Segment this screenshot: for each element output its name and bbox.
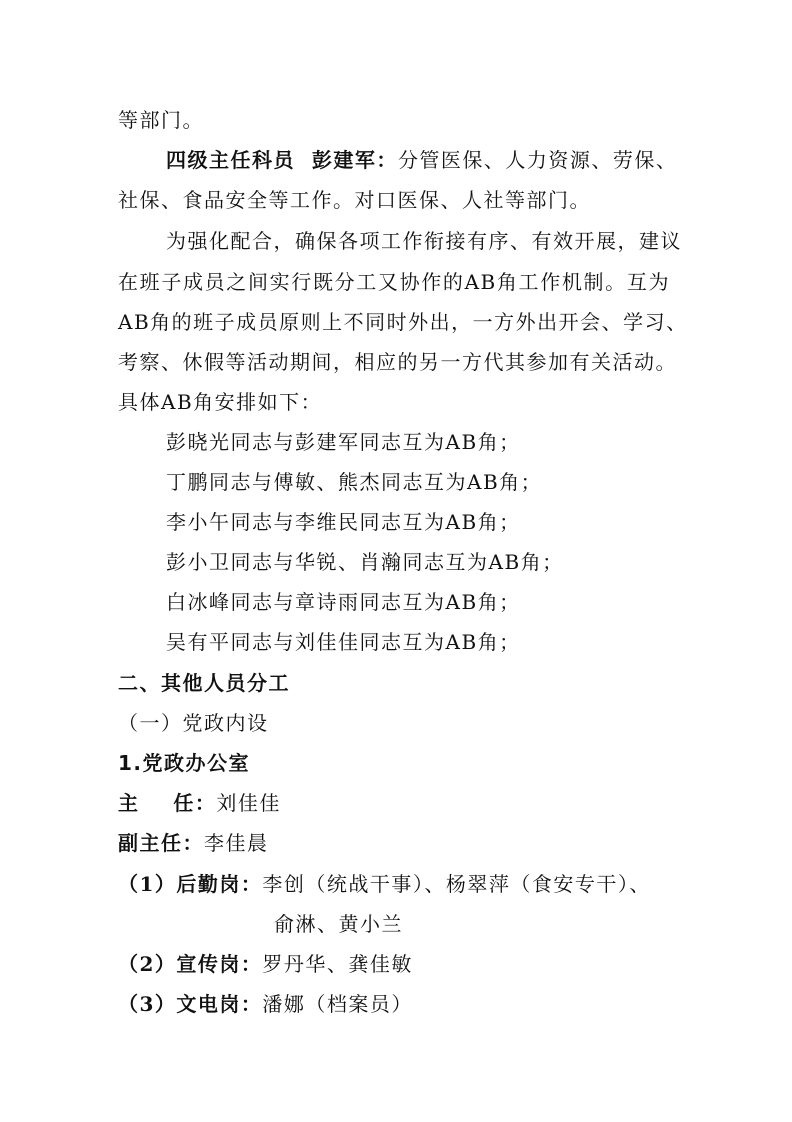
paragraph-line [118,388,678,416]
line-text: 为强化配合，确保各项工作衔接有序、有效开展，建议 [166,229,682,253]
ab-pair-text: 吴有平同志与刘佳佳同志互为AB角； [166,630,521,654]
post-line [118,950,678,978]
ab-pair-text: 白冰峰同志与章诗雨同志互为AB角； [166,590,521,614]
post-continuation [274,910,574,938]
post-line [118,990,678,1018]
paragraph-line [166,227,682,255]
paragraph-line [166,146,678,174]
line-text: 考察、休假等活动期间，相应的另一方代其参加有关活动。 [118,350,677,374]
deputy-director-line [118,829,678,857]
director-value: 刘佳佳 [216,791,281,815]
director-line [118,789,678,817]
paragraph-line [118,268,670,296]
subsection-heading: （一）党政内设 [118,711,269,735]
line-text: 具体AB角安排如下： [118,390,323,414]
paragraph-line [118,186,678,214]
post-label: （2）宣传岗： [118,952,263,976]
ab-pair-text: 彭小卫同志与华锐、肖瀚同志互为AB角； [166,550,564,574]
post-label: （3）文电岗： [118,992,263,1016]
section-heading: 二、其他人员分工 [118,671,290,695]
list-item [166,588,666,616]
list-item [166,508,666,536]
post-value: 李创（统战干事）、杨翠萍（食安专干）、 [262,872,651,896]
line-text: 在班子成员之间实行既分工又协作的AB角工作机制。互为 [118,270,670,294]
post-value: 潘娜（档案员） [262,992,413,1016]
line-text: 等部门。 [118,108,204,132]
ab-pair-text: 丁鹏同志与傅敏、熊杰同志互为AB角； [166,470,543,494]
line-text: 分管医保、人力资源、劳保、 [397,148,678,172]
list-item [166,628,666,656]
line-text: 社保、食品安全等工作。对口医保、人社等部门。 [118,188,591,212]
post-value: 罗丹华、龚佳敏 [262,952,413,976]
paragraph-line [118,348,677,376]
list-item [166,468,666,496]
deputy-director-value: 李佳晨 [204,831,269,855]
ab-pair-text: 李小午同志与李维民同志互为AB角； [166,510,521,534]
office-heading: 1.党政办公室 [118,751,251,775]
person-label: 四级主任科员 彭建军： [166,148,398,172]
post-value-continuation: 俞淋、黄小兰 [274,912,403,936]
list-item [166,548,666,576]
deputy-director-label: 副主任： [118,831,204,855]
paragraph-line [118,308,688,336]
list-item [166,428,666,456]
line-text: AB角的班子成员原则上不同时外出，一方外出开会、学习、 [118,310,688,334]
paragraph-line [118,106,678,134]
post-line [118,870,678,898]
director-label: 主 任： [118,791,217,815]
ab-pair-text: 彭晓光同志与彭建军同志互为AB角； [166,430,521,454]
post-label: （1）后勤岗： [118,872,263,896]
